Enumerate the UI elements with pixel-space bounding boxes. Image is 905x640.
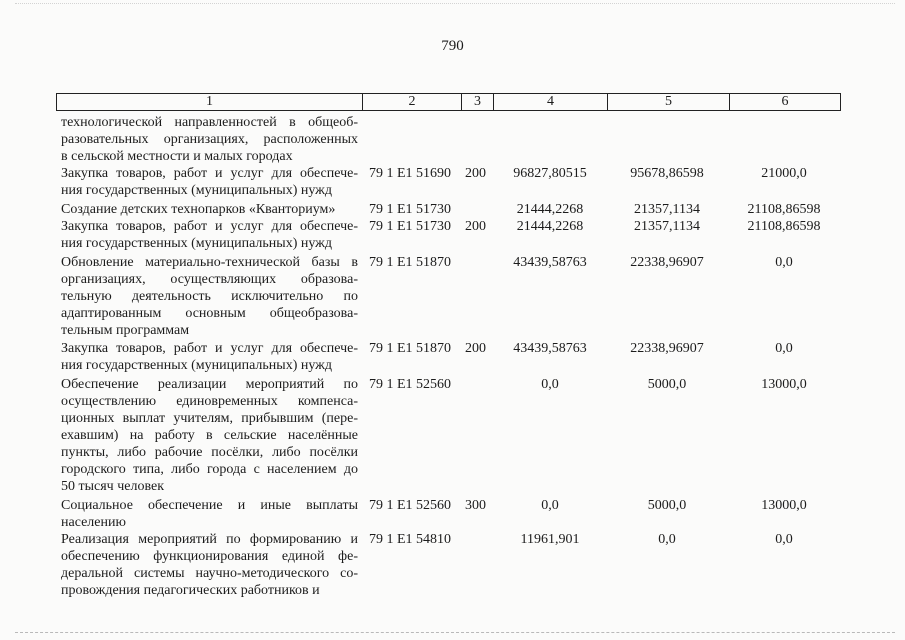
- description-line: Закупка товаров, работ и услуг для обеспече-: [61, 219, 358, 234]
- header-col-2: 2: [362, 94, 461, 110]
- row-description: [61, 218, 358, 252]
- table-header-row: [56, 93, 841, 111]
- description-line: Закупка товаров, работ и услуг для обеспече-: [61, 341, 358, 356]
- description-line: пункты, либо рабочие посёлки, либо посёлки: [61, 445, 358, 460]
- header-col-1: 1: [206, 94, 213, 109]
- row-value-col6: 13000,0: [761, 377, 807, 392]
- row-value-col4: 43439,58763: [513, 255, 587, 270]
- row-value-col5: 95678,86598: [630, 166, 704, 181]
- row-description: [61, 531, 358, 599]
- row-description: [61, 340, 358, 374]
- row-value-col6: 0,0: [775, 341, 793, 356]
- row-description: [61, 376, 358, 495]
- description-line: тельным программам: [61, 323, 190, 338]
- row-value-col5: 21357,1134: [634, 202, 700, 217]
- row-value-col4: 96827,80515: [513, 166, 587, 181]
- row-value-col5: 21357,1134: [634, 219, 700, 234]
- description-line: Создание детских технопарков «Кванториум»: [61, 202, 336, 217]
- row-description: [61, 254, 358, 339]
- header-col-4: 4: [493, 94, 607, 110]
- description-line: организациях, осуществляющих образова-: [61, 272, 358, 287]
- header-col-3: 3: [461, 94, 493, 110]
- description-line: Реализация мероприятий по формированию и: [61, 532, 358, 547]
- row-value-col6: 0,0: [775, 255, 793, 270]
- description-line: провождения педагогических работников и: [61, 583, 320, 598]
- description-line: обеспечению функционирования единой фе-: [61, 549, 358, 564]
- row-value-col5: 22338,96907: [630, 255, 704, 270]
- row-value-col6: 21108,86598: [747, 219, 821, 234]
- row-code: 79 1 E1 51730: [369, 202, 452, 217]
- row-value-col5: 0,0: [658, 532, 676, 547]
- row-expense-type: 200: [465, 219, 486, 234]
- row-value-col4: 0,0: [541, 377, 559, 392]
- row-expense-type: 200: [465, 166, 486, 181]
- description-line: ния государственных (муниципальных) нужд: [61, 358, 332, 373]
- row-description: [61, 114, 358, 165]
- description-line: деральной системы научно-методического со-: [61, 566, 358, 581]
- row-value-col6: 21108,86598: [747, 202, 821, 217]
- description-line: разовательных организациях, расположенных: [61, 132, 358, 147]
- row-code: 79 1 E1 51690: [369, 166, 452, 181]
- description-line: 50 тысяч человек: [61, 479, 165, 494]
- description-line: тельную деятельность исключительно по: [61, 289, 358, 304]
- description-line: ехавшим) на работу в сельские населённые: [61, 428, 358, 443]
- row-code: 79 1 E1 52560: [369, 377, 452, 392]
- description-line: адаптированным основным общеобразова-: [61, 306, 358, 321]
- page-number: 790: [441, 38, 464, 54]
- description-line: населению: [61, 515, 126, 530]
- header-col-5: 5: [607, 94, 729, 110]
- description-line: ния государственных (муниципальных) нужд: [61, 236, 332, 251]
- row-value-col4: 21444,2268: [516, 202, 584, 217]
- row-code: 79 1 E1 51870: [369, 341, 452, 356]
- row-code: 79 1 E1 51870: [369, 255, 452, 270]
- row-value-col6: 13000,0: [761, 498, 807, 513]
- row-value-col4: 0,0: [541, 498, 559, 513]
- row-code: 79 1 E1 54810: [369, 532, 452, 547]
- description-line: Социальное обеспечение и иные выплаты: [61, 498, 358, 513]
- row-value-col4: 11961,901: [520, 532, 580, 547]
- description-line: осуществлению единовременных компенса-: [61, 394, 358, 409]
- row-value-col5: 5000,0: [647, 498, 687, 513]
- header-col-6: 6: [729, 94, 840, 110]
- description-line: технологической направленностей в общеоб-: [61, 115, 358, 130]
- description-line: ния государственных (муниципальных) нужд: [61, 183, 332, 198]
- row-value-col4: 21444,2268: [516, 219, 584, 234]
- description-line: Закупка товаров, работ и услуг для обеспече-: [61, 166, 358, 181]
- description-line: Обеспечение реализации мероприятий по: [61, 377, 358, 392]
- scan-edge-top: [15, 3, 895, 4]
- row-value-col6: 21000,0: [761, 166, 807, 181]
- row-value-col4: 43439,58763: [513, 341, 587, 356]
- row-description: [61, 497, 358, 531]
- row-description: [61, 165, 358, 199]
- row-value-col5: 22338,96907: [630, 341, 704, 356]
- row-description: [61, 201, 358, 218]
- description-line: в сельской местности и малых городах: [61, 149, 293, 164]
- row-expense-type: 200: [465, 341, 486, 356]
- row-value-col5: 5000,0: [647, 377, 687, 392]
- description-line: Обновление материально-технической базы в: [61, 255, 358, 270]
- row-code: 79 1 E1 51730: [369, 219, 452, 234]
- row-expense-type: 300: [465, 498, 486, 513]
- description-line: городского типа, либо города с населением до: [61, 462, 358, 477]
- row-value-col6: 0,0: [775, 532, 793, 547]
- scan-edge-bottom: [15, 632, 895, 633]
- row-code: 79 1 E1 52560: [369, 498, 452, 513]
- description-line: ционных выплат учителям, прибывшим (пере-: [61, 411, 358, 426]
